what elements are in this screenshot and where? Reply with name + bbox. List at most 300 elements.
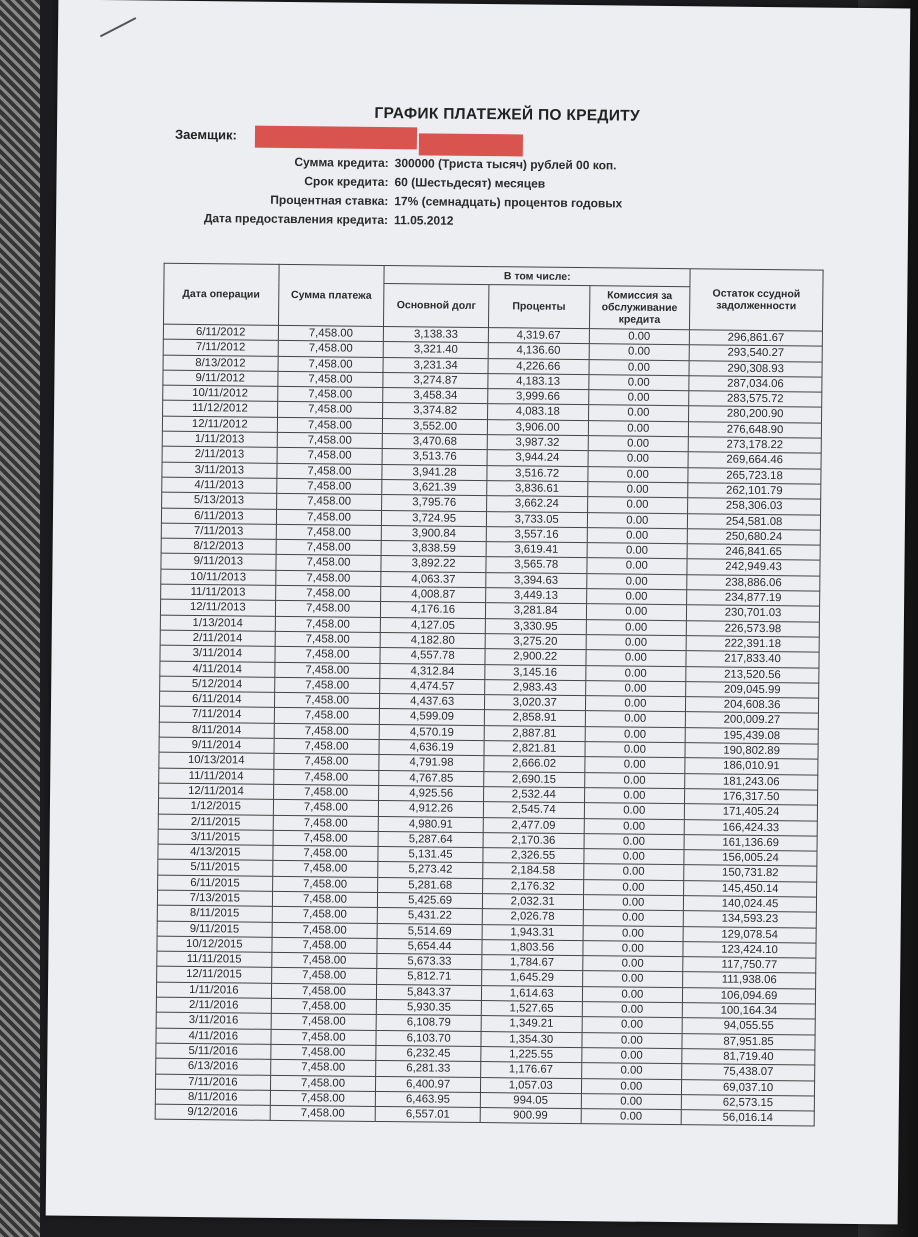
cell-balance: 150,731.82 bbox=[684, 865, 817, 882]
cell-payment: 7,458.00 bbox=[278, 371, 384, 387]
cell-balance: 134,593.23 bbox=[683, 911, 816, 928]
cell-payment: 7,458.00 bbox=[274, 708, 380, 724]
cell-date: 7/11/2012 bbox=[163, 339, 278, 355]
cell-payment: 7,458.00 bbox=[275, 647, 381, 663]
cell-commission: 0.00 bbox=[583, 849, 684, 865]
cell-interest: 3,944.24 bbox=[487, 450, 588, 466]
cell-commission: 0.00 bbox=[588, 436, 689, 452]
staple-mark bbox=[100, 17, 136, 37]
cell-date: 10/12/2015 bbox=[157, 936, 272, 952]
cell-payment: 7,458.00 bbox=[271, 1014, 377, 1030]
cell-commission: 0.00 bbox=[589, 359, 690, 375]
loan-info bbox=[156, 151, 677, 232]
cell-interest: 2,176.32 bbox=[482, 878, 583, 894]
cell-principal: 6,232.45 bbox=[376, 1045, 481, 1061]
cell-interest: 2,983.43 bbox=[485, 679, 586, 695]
cell-balance: 123,424.10 bbox=[683, 942, 816, 959]
cell-payment: 7,458.00 bbox=[275, 601, 381, 617]
cell-payment: 7,458.00 bbox=[273, 830, 379, 846]
cell-commission: 0.00 bbox=[584, 818, 685, 834]
cell-commission: 0.00 bbox=[585, 665, 686, 681]
cell-commission: 0.00 bbox=[581, 1032, 682, 1048]
cell-date: 5/11/2016 bbox=[156, 1043, 271, 1059]
cell-commission: 0.00 bbox=[586, 573, 687, 589]
cell-principal: 5,287.64 bbox=[378, 831, 483, 847]
cell-principal: 4,312.84 bbox=[380, 663, 485, 679]
cell-principal: 6,281.33 bbox=[376, 1061, 481, 1077]
cell-interest: 3,275.20 bbox=[485, 634, 586, 650]
cell-interest: 2,026.78 bbox=[482, 909, 583, 925]
cell-date: 2/11/2014 bbox=[160, 630, 275, 646]
cell-principal: 5,431.22 bbox=[378, 908, 483, 924]
cell-date: 4/11/2016 bbox=[156, 1028, 271, 1044]
cell-principal: 4,008.87 bbox=[381, 587, 486, 603]
cell-interest: 2,326.55 bbox=[483, 848, 584, 864]
cell-balance: 111,938.06 bbox=[683, 972, 816, 989]
cell-commission: 0.00 bbox=[581, 1078, 682, 1094]
cell-interest: 1,943.31 bbox=[482, 924, 583, 940]
cell-balance: 156,005.24 bbox=[684, 850, 817, 867]
cell-commission: 0.00 bbox=[588, 405, 689, 421]
cell-commission: 0.00 bbox=[588, 451, 689, 467]
cell-date: 12/11/2012 bbox=[162, 416, 277, 432]
cell-interest: 1,349.21 bbox=[481, 1016, 582, 1032]
cell-date: 1/11/2013 bbox=[162, 431, 277, 447]
info-value: 60 (Шестьдесят) месяцев bbox=[394, 174, 546, 191]
cell-date: 8/11/2014 bbox=[159, 722, 274, 738]
cell-date: 9/11/2013 bbox=[161, 554, 276, 570]
cell-commission: 0.00 bbox=[582, 1017, 683, 1033]
cell-interest: 900.99 bbox=[480, 1108, 581, 1124]
cell-date: 9/12/2016 bbox=[155, 1104, 270, 1120]
cell-date: 12/11/2014 bbox=[159, 783, 274, 799]
cell-date: 10/13/2014 bbox=[159, 752, 274, 768]
cell-principal: 4,063.37 bbox=[381, 571, 486, 587]
cell-interest: 4,319.67 bbox=[488, 328, 589, 344]
payment-schedule-table bbox=[155, 263, 824, 1127]
cell-payment: 7,458.00 bbox=[273, 784, 379, 800]
cell-interest: 3,145.16 bbox=[485, 664, 586, 680]
cell-payment: 7,458.00 bbox=[272, 907, 378, 923]
cell-commission: 0.00 bbox=[581, 1063, 682, 1079]
cell-interest: 1,784.67 bbox=[482, 955, 583, 971]
cell-interest: 1,614.63 bbox=[481, 985, 582, 1001]
cell-commission: 0.00 bbox=[585, 680, 686, 696]
cell-principal: 3,795.76 bbox=[382, 495, 487, 511]
cell-date: 2/11/2015 bbox=[158, 814, 273, 830]
cell-payment: 7,458.00 bbox=[277, 417, 383, 433]
table-body bbox=[155, 324, 822, 1126]
header-interest: Проценты bbox=[488, 285, 589, 329]
cell-principal: 4,474.57 bbox=[380, 678, 485, 694]
cell-commission: 0.00 bbox=[587, 482, 688, 498]
cell-interest: 2,184.58 bbox=[483, 863, 584, 879]
cell-payment: 7,458.00 bbox=[273, 769, 379, 785]
cell-date: 6/11/2015 bbox=[158, 875, 273, 891]
cell-commission: 0.00 bbox=[586, 619, 687, 635]
header-balance: Остаток ссудной задолженности bbox=[690, 269, 823, 331]
info-value: 11.05.2012 bbox=[394, 212, 454, 228]
cell-commission: 0.00 bbox=[587, 466, 688, 482]
cell-interest: 2,532.44 bbox=[483, 786, 584, 802]
cell-balance: 230,701.03 bbox=[687, 605, 820, 622]
cell-date: 3/11/2013 bbox=[162, 462, 277, 478]
cell-principal: 5,654.44 bbox=[377, 938, 482, 954]
cell-date: 11/12/2012 bbox=[163, 401, 278, 417]
cell-payment: 7,458.00 bbox=[270, 1044, 376, 1060]
cell-payment: 7,458.00 bbox=[271, 1029, 377, 1045]
cell-interest: 3,906.00 bbox=[487, 419, 588, 435]
cell-date: 8/11/2015 bbox=[157, 905, 272, 921]
cell-date: 5/12/2014 bbox=[160, 676, 275, 692]
cell-balance: 100,164.34 bbox=[682, 1003, 815, 1020]
info-row bbox=[156, 208, 676, 232]
cell-payment: 7,458.00 bbox=[270, 1105, 376, 1121]
cell-payment: 7,458.00 bbox=[274, 723, 380, 739]
cell-payment: 7,458.00 bbox=[274, 738, 380, 754]
cell-principal: 4,767.85 bbox=[379, 770, 484, 786]
cell-payment: 7,458.00 bbox=[274, 677, 380, 693]
cell-commission: 0.00 bbox=[581, 1048, 682, 1064]
cell-commission: 0.00 bbox=[587, 512, 688, 528]
cell-principal: 6,103.70 bbox=[376, 1030, 481, 1046]
cell-principal: 3,621.39 bbox=[382, 479, 487, 495]
cell-principal: 3,724.95 bbox=[382, 510, 487, 526]
cell-balance: 265,723.18 bbox=[688, 467, 821, 484]
cell-date: 10/11/2013 bbox=[161, 569, 276, 585]
cell-date: 6/11/2014 bbox=[159, 691, 274, 707]
cell-interest: 4,226.66 bbox=[488, 358, 589, 374]
cell-payment: 7,458.00 bbox=[278, 356, 384, 372]
cell-commission: 0.00 bbox=[582, 940, 683, 956]
cell-balance: 195,439.08 bbox=[685, 727, 818, 744]
cell-date: 2/11/2016 bbox=[156, 997, 271, 1013]
cell-principal: 4,791.98 bbox=[379, 755, 484, 771]
cell-balance: 140,024.45 bbox=[684, 896, 817, 913]
cell-commission: 0.00 bbox=[583, 925, 684, 941]
cell-date: 4/11/2013 bbox=[162, 477, 277, 493]
cell-payment: 7,458.00 bbox=[270, 1060, 376, 1076]
cell-balance: 106,094.69 bbox=[683, 987, 816, 1004]
cell-interest: 2,887.81 bbox=[484, 725, 585, 741]
cell-principal: 3,231.34 bbox=[383, 357, 488, 373]
cell-commission: 0.00 bbox=[584, 833, 685, 849]
cell-interest: 2,666.02 bbox=[484, 756, 585, 772]
cell-commission: 0.00 bbox=[585, 726, 686, 742]
cell-payment: 7,458.00 bbox=[272, 861, 378, 877]
cell-payment: 7,458.00 bbox=[272, 922, 378, 938]
info-label: Срок кредита: bbox=[304, 173, 389, 189]
cell-balance: 287,034.06 bbox=[689, 376, 822, 393]
cell-balance: 222,391.18 bbox=[686, 636, 819, 653]
cell-commission: 0.00 bbox=[582, 971, 683, 987]
cell-commission: 0.00 bbox=[586, 604, 687, 620]
cell-balance: 242,949.43 bbox=[687, 559, 820, 576]
cell-payment: 7,458.00 bbox=[277, 432, 383, 448]
cell-date: 6/11/2012 bbox=[163, 324, 278, 340]
cell-principal: 3,552.00 bbox=[383, 418, 488, 434]
cell-principal: 3,374.82 bbox=[383, 403, 488, 419]
cell-commission: 0.00 bbox=[587, 497, 688, 513]
cell-commission: 0.00 bbox=[581, 1093, 682, 1109]
cell-balance: 234,877.19 bbox=[687, 590, 820, 607]
cell-balance: 209,045.99 bbox=[686, 682, 819, 699]
cell-commission: 0.00 bbox=[585, 742, 686, 758]
cell-interest: 1,803.56 bbox=[482, 939, 583, 955]
cell-commission: 0.00 bbox=[587, 527, 688, 543]
cell-principal: 6,108.79 bbox=[376, 1015, 481, 1031]
cell-payment: 7,458.00 bbox=[278, 341, 384, 357]
cell-balance: 250,680.24 bbox=[687, 529, 820, 546]
cell-balance: 166,424.33 bbox=[684, 819, 817, 836]
cell-payment: 7,458.00 bbox=[277, 463, 383, 479]
cell-balance: 171,405.24 bbox=[684, 804, 817, 821]
cell-principal: 3,321.40 bbox=[383, 342, 488, 358]
cell-commission: 0.00 bbox=[584, 803, 685, 819]
cell-principal: 5,281.68 bbox=[378, 877, 483, 893]
cell-payment: 7,458.00 bbox=[270, 1090, 376, 1106]
cell-balance: 217,833.40 bbox=[686, 651, 819, 668]
cell-date: 1/12/2015 bbox=[158, 798, 273, 814]
cell-payment: 7,458.00 bbox=[277, 402, 383, 418]
cell-balance: 190,802.89 bbox=[685, 743, 818, 760]
cell-interest: 2,032.31 bbox=[482, 894, 583, 910]
cell-balance: 246,841.65 bbox=[687, 544, 820, 561]
cell-interest: 4,183.13 bbox=[488, 373, 589, 389]
cell-date: 6/13/2016 bbox=[156, 1058, 271, 1074]
cell-balance: 254,581.08 bbox=[688, 513, 821, 530]
cell-payment: 7,458.00 bbox=[273, 815, 379, 831]
cell-date: 11/11/2013 bbox=[161, 584, 276, 600]
cell-interest: 3,836.61 bbox=[487, 481, 588, 497]
cell-payment: 7,458.00 bbox=[271, 998, 377, 1014]
cell-date: 3/11/2015 bbox=[158, 829, 273, 845]
cell-payment: 7,458.00 bbox=[273, 845, 379, 861]
cell-interest: 2,821.81 bbox=[484, 741, 585, 757]
cell-interest: 1,057.03 bbox=[480, 1077, 581, 1093]
cell-commission: 0.00 bbox=[588, 390, 689, 406]
cell-commission: 0.00 bbox=[583, 864, 684, 880]
cell-interest: 2,170.36 bbox=[483, 832, 584, 848]
cell-payment: 7,458.00 bbox=[277, 387, 383, 403]
cell-payment: 7,458.00 bbox=[275, 631, 381, 647]
cell-interest: 2,545.74 bbox=[483, 802, 584, 818]
cell-date: 8/11/2016 bbox=[155, 1089, 270, 1105]
cell-payment: 7,458.00 bbox=[272, 876, 378, 892]
cell-date: 9/11/2012 bbox=[163, 370, 278, 386]
cell-principal: 5,131.45 bbox=[378, 847, 483, 863]
cell-balance: 117,750.77 bbox=[683, 957, 816, 974]
cell-balance: 75,438.07 bbox=[682, 1064, 815, 1081]
borrower-label: Заемщик: bbox=[174, 126, 237, 143]
cell-interest: 3,020.37 bbox=[484, 695, 585, 711]
cell-date: 3/11/2016 bbox=[156, 1013, 271, 1029]
cell-payment: 7,458.00 bbox=[272, 937, 378, 953]
cell-principal: 4,182.80 bbox=[380, 632, 485, 648]
cell-date: 9/11/2014 bbox=[159, 737, 274, 753]
info-value: 17% (семнадцать) процентов годовых bbox=[394, 193, 623, 210]
cell-interest: 3,281.84 bbox=[485, 603, 586, 619]
cell-commission: 0.00 bbox=[586, 589, 687, 605]
fabric-background bbox=[0, 0, 40, 1237]
cell-principal: 4,925.56 bbox=[379, 785, 484, 801]
header-payment: Сумма платежа bbox=[278, 264, 384, 326]
cell-principal: 6,400.97 bbox=[376, 1076, 481, 1092]
cell-interest: 1,527.65 bbox=[481, 1001, 582, 1017]
cell-payment: 7,458.00 bbox=[277, 448, 383, 464]
cell-balance: 262,101.79 bbox=[688, 483, 821, 500]
cell-payment: 7,458.00 bbox=[270, 1075, 376, 1091]
cell-principal: 4,912.26 bbox=[379, 801, 484, 817]
cell-balance: 145,450.14 bbox=[684, 880, 817, 897]
cell-balance: 276,648.90 bbox=[689, 421, 822, 438]
cell-payment: 7,458.00 bbox=[275, 570, 381, 586]
cell-principal: 4,599.09 bbox=[380, 709, 485, 725]
redaction-bar bbox=[255, 126, 417, 150]
cell-interest: 1,645.29 bbox=[482, 970, 583, 986]
cell-date: 5/11/2015 bbox=[158, 860, 273, 876]
cell-balance: 296,861.67 bbox=[689, 330, 822, 347]
cell-principal: 4,127.05 bbox=[381, 617, 486, 633]
cell-principal: 5,930.35 bbox=[377, 1000, 482, 1016]
cell-balance: 161,136.69 bbox=[684, 834, 817, 851]
cell-principal: 4,980.91 bbox=[379, 816, 484, 832]
page-title: ГРАФИК ПЛАТЕЖЕЙ ПО КРЕДИТУ bbox=[374, 104, 641, 125]
cell-date: 11/11/2015 bbox=[157, 951, 272, 967]
cell-balance: 269,664.46 bbox=[688, 452, 821, 469]
cell-principal: 5,843.37 bbox=[377, 984, 482, 1000]
cell-principal: 3,470.68 bbox=[383, 434, 488, 450]
cell-payment: 7,458.00 bbox=[276, 540, 382, 556]
cell-principal: 3,838.59 bbox=[381, 541, 486, 557]
cell-interest: 3,330.95 bbox=[485, 618, 586, 634]
cell-interest: 3,449.13 bbox=[486, 588, 587, 604]
cell-commission: 0.00 bbox=[584, 757, 685, 773]
cell-balance: 62,573.15 bbox=[681, 1095, 814, 1112]
cell-commission: 0.00 bbox=[584, 772, 685, 788]
cell-balance: 56,016.14 bbox=[681, 1110, 814, 1127]
cell-principal: 4,437.63 bbox=[380, 694, 485, 710]
cell-interest: 3,733.05 bbox=[486, 511, 587, 527]
cell-commission: 0.00 bbox=[583, 910, 684, 926]
cell-balance: 204,608.36 bbox=[686, 697, 819, 714]
cell-interest: 3,394.63 bbox=[486, 572, 587, 588]
cell-payment: 7,458.00 bbox=[274, 754, 380, 770]
cell-date: 7/13/2015 bbox=[157, 890, 272, 906]
cell-commission: 0.00 bbox=[581, 1109, 682, 1125]
cell-commission: 0.00 bbox=[583, 895, 684, 911]
cell-balance: 69,037.10 bbox=[682, 1079, 815, 1096]
cell-principal: 4,176.16 bbox=[381, 602, 486, 618]
cell-commission: 0.00 bbox=[582, 1002, 683, 1018]
cell-payment: 7,458.00 bbox=[276, 509, 382, 525]
header-commission: Комиссия за обслуживание кредита bbox=[589, 286, 690, 330]
cell-principal: 6,463.95 bbox=[376, 1091, 481, 1107]
cell-payment: 7,458.00 bbox=[274, 692, 380, 708]
cell-interest: 3,619.41 bbox=[486, 542, 587, 558]
cell-payment: 7,458.00 bbox=[276, 555, 382, 571]
cell-principal: 4,636.19 bbox=[379, 739, 484, 755]
header-date: Дата операции bbox=[163, 263, 278, 325]
cell-date: 6/11/2013 bbox=[161, 508, 276, 524]
cell-date: 12/11/2015 bbox=[157, 967, 272, 983]
cell-payment: 7,458.00 bbox=[278, 325, 384, 341]
cell-date: 7/11/2016 bbox=[155, 1074, 270, 1090]
cell-balance: 226,573.98 bbox=[686, 620, 819, 637]
cell-commission: 0.00 bbox=[585, 696, 686, 712]
cell-interest: 2,900.22 bbox=[485, 649, 586, 665]
cell-payment: 7,458.00 bbox=[271, 953, 377, 969]
cell-principal: 6,557.01 bbox=[375, 1107, 480, 1123]
cell-balance: 238,886.06 bbox=[687, 574, 820, 591]
cell-balance: 213,520.56 bbox=[686, 666, 819, 683]
cell-date: 10/11/2012 bbox=[163, 385, 278, 401]
cell-date: 1/13/2014 bbox=[160, 615, 275, 631]
cell-balance: 81,719.40 bbox=[682, 1049, 815, 1066]
cell-commission: 0.00 bbox=[585, 650, 686, 666]
cell-payment: 7,458.00 bbox=[276, 524, 382, 540]
cell-principal: 4,570.19 bbox=[379, 724, 484, 740]
cell-date: 7/11/2013 bbox=[161, 523, 276, 539]
cell-balance: 280,200.90 bbox=[689, 406, 822, 423]
cell-principal: 4,557.78 bbox=[380, 648, 485, 664]
cell-date: 8/13/2012 bbox=[163, 355, 278, 371]
document-page bbox=[46, 0, 911, 1224]
cell-payment: 7,458.00 bbox=[271, 968, 377, 984]
cell-date: 9/11/2015 bbox=[157, 921, 272, 937]
cell-balance: 258,306.03 bbox=[688, 498, 821, 515]
cell-interest: 3,662.24 bbox=[486, 496, 587, 512]
cell-commission: 0.00 bbox=[585, 711, 686, 727]
cell-balance: 293,540.27 bbox=[689, 345, 822, 362]
info-label: Дата предоставления кредита: bbox=[203, 210, 389, 227]
header-principal: Основной долг bbox=[384, 284, 489, 328]
cell-commission: 0.00 bbox=[589, 329, 690, 345]
cell-payment: 7,458.00 bbox=[275, 616, 381, 632]
cell-payment: 7,458.00 bbox=[271, 983, 377, 999]
cell-balance: 129,078.54 bbox=[683, 926, 816, 943]
cell-interest: 3,999.66 bbox=[488, 389, 589, 405]
cell-balance: 186,010.91 bbox=[685, 758, 818, 775]
cell-principal: 5,812.71 bbox=[377, 969, 482, 985]
info-label: Сумма кредита: bbox=[294, 154, 389, 170]
cell-interest: 3,987.32 bbox=[487, 435, 588, 451]
cell-commission: 0.00 bbox=[589, 344, 690, 360]
info-value: 300000 (Триста тысяч) рублей 00 коп. bbox=[394, 155, 617, 172]
cell-principal: 5,425.69 bbox=[378, 892, 483, 908]
cell-interest: 1,176.67 bbox=[481, 1062, 582, 1078]
cell-payment: 7,458.00 bbox=[276, 478, 382, 494]
cell-commission: 0.00 bbox=[583, 879, 684, 895]
cell-commission: 0.00 bbox=[586, 558, 687, 574]
cell-balance: 283,575.72 bbox=[689, 391, 822, 408]
cell-interest: 3,516.72 bbox=[487, 465, 588, 481]
cell-interest: 2,477.09 bbox=[483, 817, 584, 833]
cell-principal: 3,900.84 bbox=[382, 525, 487, 541]
cell-principal: 3,458.34 bbox=[383, 388, 488, 404]
cell-principal: 5,273.42 bbox=[378, 862, 483, 878]
cell-date: 4/11/2014 bbox=[160, 661, 275, 677]
cell-date: 4/13/2015 bbox=[158, 844, 273, 860]
cell-balance: 94,055.55 bbox=[682, 1018, 815, 1035]
cell-principal: 3,138.33 bbox=[384, 326, 489, 342]
cell-commission: 0.00 bbox=[588, 420, 689, 436]
cell-payment: 7,458.00 bbox=[275, 585, 381, 601]
cell-payment: 7,458.00 bbox=[274, 662, 380, 678]
cell-payment: 7,458.00 bbox=[272, 891, 378, 907]
cell-balance: 176,317.50 bbox=[685, 789, 818, 806]
cell-balance: 87,951.85 bbox=[682, 1033, 815, 1050]
